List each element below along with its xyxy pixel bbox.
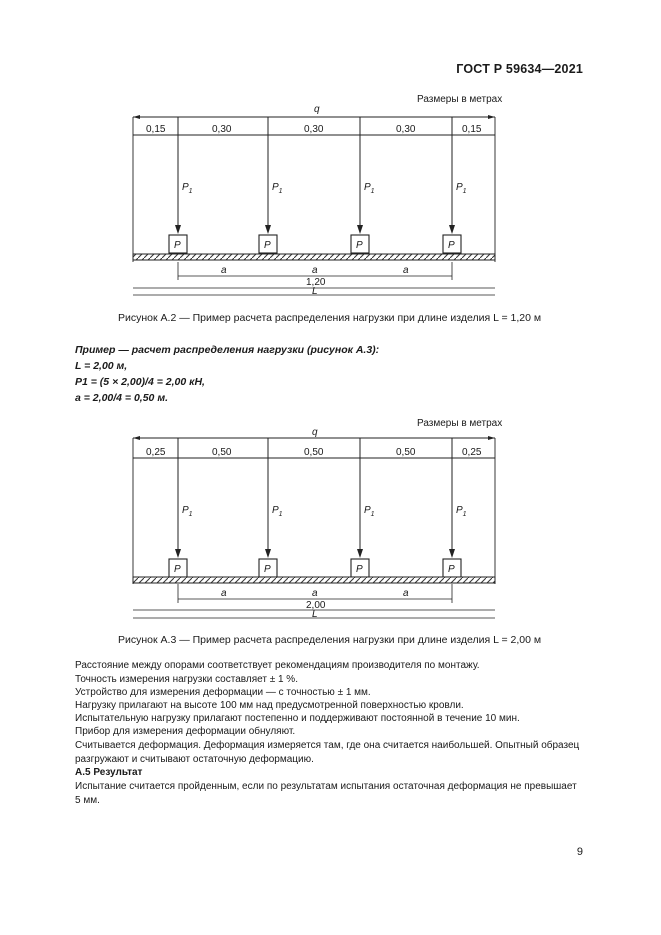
load-point [169, 117, 193, 253]
figure-a2-caption: Рисунок А.2 — Пример расчета распределения нагрузки при длине изделия L = 1,20 м [118, 312, 542, 324]
figure-a2-diagram [0, 0, 661, 330]
q-label: q [312, 427, 318, 438]
q-dimension [133, 427, 495, 440]
load-point [259, 117, 283, 253]
span-label: 0,30 [212, 124, 232, 135]
example-line: a = 2,00/4 = 0,50 м. [75, 392, 169, 404]
svg-text:P: P [174, 240, 181, 251]
beam [133, 254, 495, 260]
svg-text:a: a [312, 588, 318, 599]
page-number: 9 [576, 846, 583, 858]
svg-text:P1: $P_1$ [182, 505, 193, 518]
q-label: q [314, 104, 320, 115]
paragraph: Прибор для измерения деформации обнуляют. [75, 726, 296, 737]
load-point [443, 438, 467, 577]
paragraph: Считывается деформация. Деформация измеряется там, где она считается наибольшей. Опытный образец разгружают и считывают остаточную деформацию. [75, 740, 580, 765]
span-label: 0,50 [304, 447, 324, 458]
svg-text:P1: $P_1$ [182, 182, 193, 195]
svg-text:P1: $P_1$ [364, 505, 375, 518]
units-note: Размеры в метрах [417, 418, 503, 429]
document-header: ГОСТ Р 59634—2021 [456, 62, 583, 76]
svg-text:P: P [448, 240, 455, 251]
paragraph: Нагрузку прилагают на высоте 100 мм над предусмотренной поверхностью кровли. [75, 700, 464, 711]
q-dimension [133, 104, 495, 119]
span-label: 0,25 [146, 447, 166, 458]
svg-text:P1: $P_1$ [272, 505, 283, 518]
svg-text:a: a [403, 588, 409, 599]
svg-text:P1: $P_1$ [364, 182, 375, 195]
svg-text:a: a [312, 265, 318, 276]
paragraph: Испытательную нагрузку прилагают постепенно и поддерживают постоянной в течение 10 мин. [75, 713, 520, 724]
load-point [351, 117, 375, 253]
svg-text:L: L [312, 609, 318, 620]
svg-text:P1: $P_1$ [272, 182, 283, 195]
span-label: 0,30 [396, 124, 416, 135]
svg-text:P1: $P_1$ [456, 505, 467, 518]
svg-text:P: P [356, 564, 363, 575]
svg-text:P1: $P_1$ [456, 182, 467, 195]
svg-text:P: P [264, 564, 271, 575]
svg-text:P: P [448, 564, 455, 575]
load-point [443, 117, 467, 253]
paragraph: Точность измерения нагрузки составляет ± 1 %. [75, 674, 298, 685]
svg-text:L: L [312, 286, 318, 297]
total-dimension [133, 600, 495, 620]
example-line: L = 2,00 м, [75, 360, 128, 372]
section-heading: А.5 Результат [75, 767, 143, 778]
load-point [351, 438, 375, 577]
load-points [169, 117, 467, 253]
load-points [169, 438, 467, 577]
svg-text:2,00: 2,00 [306, 600, 326, 611]
figure-a3-diagram [0, 320, 661, 630]
span-label: 0,25 [462, 447, 482, 458]
span-label: 0,15 [462, 124, 482, 135]
svg-text:a: a [221, 265, 227, 276]
figure-a3-caption: Рисунок А.3 — Пример расчета распределения нагрузки при длине изделия L = 2,00 м [118, 634, 542, 646]
units-note: Размеры в метрах [417, 94, 503, 105]
svg-text:1,20: 1,20 [306, 277, 326, 288]
span-label: 0,50 [212, 447, 232, 458]
example-line: P1 = (5 × 2,00)/4 = 2,00 кН, [75, 376, 205, 388]
example-title: Пример — расчет распределения нагрузки (рисунок А.3): [75, 344, 380, 356]
paragraph: Расстояние между опорами соответствует рекомендациям производителя по монтажу. [75, 660, 480, 671]
svg-text:P: P [174, 564, 181, 575]
svg-text:P: P [356, 240, 363, 251]
span-label: 0,15 [146, 124, 166, 135]
beam [133, 577, 495, 583]
load-point [169, 438, 193, 577]
span-label: 0,30 [304, 124, 324, 135]
load-point [259, 438, 283, 577]
svg-text:P: P [264, 240, 271, 251]
svg-text:a: a [403, 265, 409, 276]
svg-text:a: a [221, 588, 227, 599]
paragraph: Устройство для измерения деформации — с точностью ± 1 мм. [75, 687, 371, 698]
span-label: 0,50 [396, 447, 416, 458]
paragraph: Испытание считается пройденным, если по результатам испытания остаточная деформация не превышает 5 мм. [75, 781, 577, 806]
total-dimension [133, 277, 495, 297]
